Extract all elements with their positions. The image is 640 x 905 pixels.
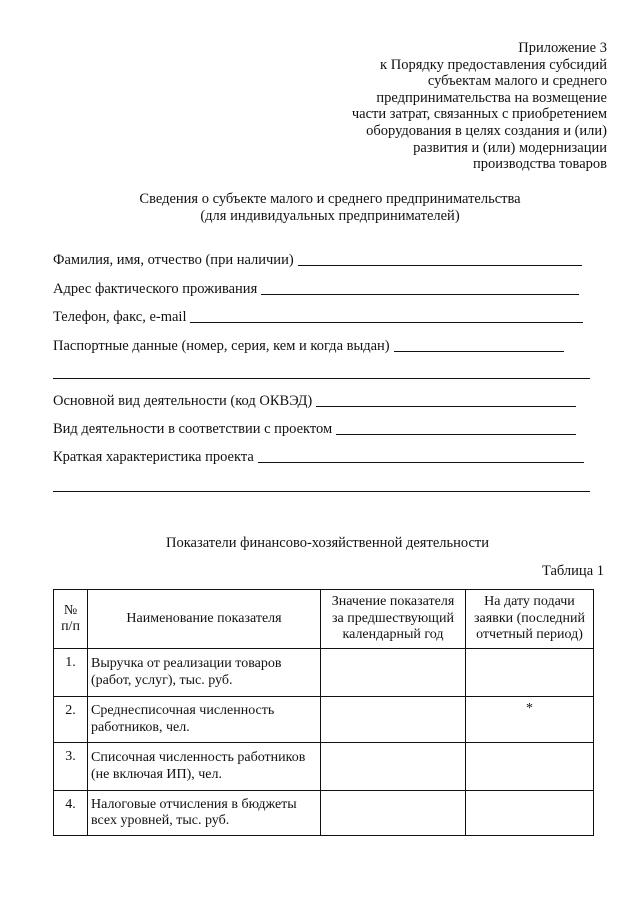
table-header-row bbox=[54, 590, 594, 649]
header-num bbox=[54, 590, 88, 649]
row-name bbox=[88, 697, 321, 743]
appendix-line: субъектам малого и среднего bbox=[427, 73, 607, 90]
appendix-line: предпринимательства на возмещение bbox=[376, 89, 607, 106]
header-prev-line: Значение показателя bbox=[331, 594, 455, 610]
row-name bbox=[88, 743, 321, 791]
appendix-line: Приложение 3 bbox=[518, 40, 607, 56]
field-project-summary-label: Краткая характеристика проекта bbox=[53, 449, 254, 465]
appendix-line: развития и (или) модернизации bbox=[413, 139, 607, 156]
row-name-line: работников, чел. bbox=[91, 719, 190, 735]
table-row bbox=[54, 791, 594, 836]
row-name-line: (не включая ИП), чел. bbox=[91, 766, 223, 782]
field-project-activity bbox=[53, 420, 576, 438]
heading-line-1: Сведения о субъекте малого и среднего предпринимательства bbox=[139, 191, 521, 207]
row-name-line: Выручка от реализации товаров bbox=[91, 656, 282, 671]
row-prev-value-cell[interactable] bbox=[321, 791, 466, 836]
appendix-line: производства товаров bbox=[472, 156, 607, 173]
header-prev-line: за предшествующий bbox=[332, 610, 454, 626]
row-name-line: Налоговые отчисления в бюджеты bbox=[91, 796, 297, 812]
field-passport-label: Паспортные данные (номер, серия, кем и когда выдан) bbox=[53, 338, 390, 354]
field-project-summary-line[interactable] bbox=[258, 450, 584, 463]
field-contacts bbox=[53, 308, 583, 326]
field-contacts-line[interactable] bbox=[190, 310, 583, 323]
row-prev-value-cell[interactable] bbox=[321, 649, 466, 697]
appendix-line: оборудования в целях создания и (или) bbox=[366, 122, 607, 139]
row-date-value-cell[interactable] bbox=[466, 743, 594, 791]
row-num: 1. bbox=[54, 649, 88, 697]
row-prev-value-cell[interactable] bbox=[321, 697, 466, 743]
field-okved-label: Основной вид деятельности (код ОКВЭД) bbox=[53, 393, 313, 409]
row-name-line: Среднесписочная численность bbox=[91, 703, 275, 718]
row-num: 2. bbox=[54, 697, 88, 743]
header-num-line: п/п bbox=[61, 619, 80, 634]
row-date-value-cell[interactable] bbox=[466, 791, 594, 836]
field-project-activity-label: Вид деятельности в соответствии с проектом bbox=[53, 421, 333, 437]
field-passport bbox=[53, 337, 564, 355]
row-name-line: (работ, услуг), тыс. руб. bbox=[91, 672, 233, 688]
header-date-line: заявки (последний bbox=[474, 610, 585, 626]
section-title: Показатели финансово-хозяйственной деятельности bbox=[165, 535, 490, 551]
heading-line-2: (для индивидуальных предпринимателей) bbox=[200, 208, 460, 224]
header-date-line: отчетный период) bbox=[476, 627, 583, 643]
row-num: 4. bbox=[54, 791, 88, 836]
appendix-line: части затрат, связанных с приобретением bbox=[351, 106, 607, 123]
appendix-header bbox=[352, 40, 607, 173]
appendix-line: к Порядку предоставления субсидий bbox=[380, 56, 607, 73]
table-row bbox=[54, 649, 594, 697]
table-label: Таблица 1 bbox=[541, 563, 604, 579]
header-name: Наименование показателя bbox=[88, 590, 321, 649]
field-address-line[interactable] bbox=[261, 282, 579, 295]
row-name bbox=[88, 649, 321, 697]
field-fio bbox=[53, 251, 582, 269]
document-heading bbox=[0, 191, 640, 225]
indicators-table bbox=[53, 589, 594, 836]
row-name bbox=[88, 791, 321, 836]
row-name-line: всех уровней, тыс. руб. bbox=[91, 813, 230, 828]
field-contacts-label: Телефон, факс, e-mail bbox=[53, 309, 187, 325]
table-row bbox=[54, 697, 594, 743]
field-okved bbox=[53, 392, 576, 410]
row-num: 3. bbox=[54, 743, 88, 791]
header-date-line: На дату подачи bbox=[484, 594, 575, 610]
header-application-date bbox=[466, 590, 594, 649]
field-address bbox=[53, 280, 579, 298]
header-prev-year bbox=[321, 590, 466, 649]
header-num-line: № bbox=[63, 602, 78, 618]
field-fio-line[interactable] bbox=[298, 253, 582, 266]
passport-continuation-line[interactable] bbox=[53, 378, 590, 379]
header-prev-line: календарный год bbox=[342, 627, 444, 643]
row-prev-value-cell[interactable] bbox=[321, 743, 466, 791]
field-address-label: Адрес фактического проживания bbox=[53, 281, 258, 297]
field-fio-label: Фамилия, имя, отчество (при наличии) bbox=[53, 252, 294, 268]
field-project-activity-line[interactable] bbox=[336, 422, 576, 435]
table-row bbox=[54, 743, 594, 791]
row-date-value-cell[interactable] bbox=[466, 649, 594, 697]
row-date-value-cell[interactable]: * bbox=[466, 697, 594, 743]
field-okved-line[interactable] bbox=[316, 394, 576, 407]
field-project-summary bbox=[53, 448, 584, 466]
row-name-line: Списочная численность работников bbox=[91, 750, 306, 765]
project-summary-continuation-line[interactable] bbox=[53, 491, 590, 492]
field-passport-line[interactable] bbox=[394, 339, 564, 352]
